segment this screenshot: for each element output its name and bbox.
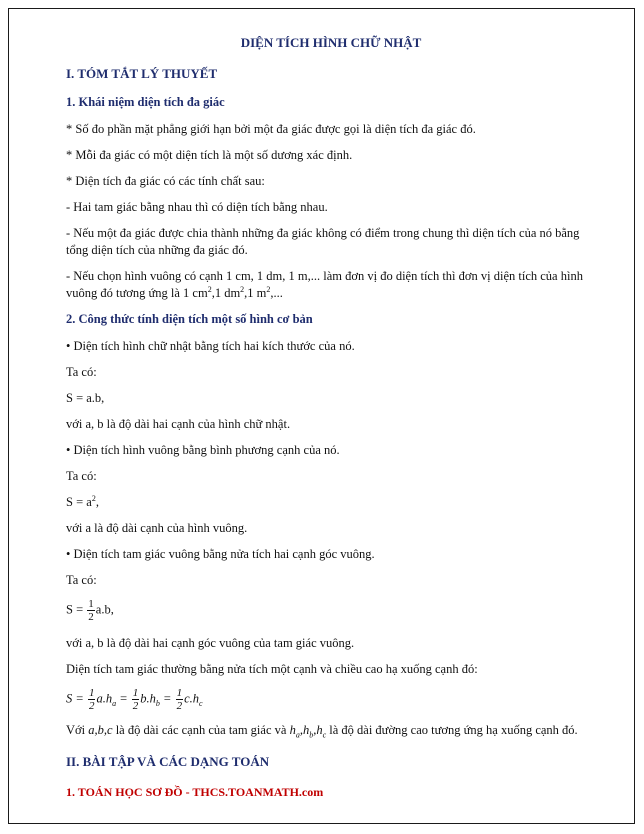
paragraph: - Nếu một đa giác được chia thành những đa giác không có điểm trong chung thì diện tích của nó bằng tổng diện tích của những đa giác đó. xyxy=(66,226,580,257)
units-text: - Nếu chọn hình vuông có cạnh 1 cm, 1 dm, 1 m,... làm đơn vị đo diện tích thì đơn vị diện tích của hình vuông đó tương ứng là 1 cm xyxy=(66,269,583,300)
paragraph: • Diện tích hình vuông bằng bình phương cạnh của nó. xyxy=(66,443,340,457)
paragraph: * Diện tích đa giác có các tính chất sau: xyxy=(66,174,265,188)
paragraph: Diện tích tam giác thường bằng nửa tích một cạnh và chiều cao hạ xuống cạnh đó: xyxy=(66,662,478,676)
paragraph: với a, b là độ dài hai cạnh góc vuông của tam giác vuông. xyxy=(66,636,355,650)
paragraph-triangle-note xyxy=(66,722,596,739)
paragraph: * Mỗi đa giác có một diện tích là một số dương xác định. xyxy=(66,148,353,162)
paragraph: với a là độ dài cạnh của hình vuông. xyxy=(66,521,248,535)
note-text: là độ dài các cạnh của tam giác và xyxy=(115,723,287,737)
note-text: là độ dài đường cao tương ứng hạ xuống cạnh đó. xyxy=(329,723,578,737)
paragraph: với a, b là độ dài hai cạnh của hình chữ nhật. xyxy=(66,417,291,431)
units-text: ,... xyxy=(270,286,283,300)
section-heading-theory: I. TÓM TẮT LÝ THUYẾT xyxy=(66,66,218,81)
units-text: ,1 m xyxy=(244,286,267,300)
fraction: $\frac{1}{2}$ xyxy=(132,687,139,712)
formula-rectangle: S = a.b, xyxy=(66,391,105,405)
paragraph: • Diện tích tam giác vuông bằng nửa tích hai cạnh góc vuông. xyxy=(66,547,375,561)
fraction: $\frac{1}{2}$ xyxy=(176,687,183,712)
superscript: 2 xyxy=(91,493,96,503)
paragraph: - Hai tam giác bằng nhau thì có diện tích bằng nhau. xyxy=(66,200,328,214)
note-text: Với xyxy=(66,723,86,737)
formula-text: S = a xyxy=(66,495,92,509)
subheading-polygon-area: 1. Khái niệm diện tích đa giác xyxy=(66,95,225,109)
section-heading-exercises: II. BÀI TẬP VÀ CÁC DẠNG TOÁN xyxy=(66,754,270,769)
page-title: DIỆN TÍCH HÌNH CHỮ NHẬT xyxy=(240,35,422,50)
formula-triangle: S = $\frac{1}{2}$ $a.h_a$ = $\frac{1}{2}$ $b.h_b$ = $\frac{1}{2}$ $c.h_c$ xyxy=(66,687,203,712)
fraction: $\frac{1}{2}$ xyxy=(88,598,94,623)
paragraph-units xyxy=(66,268,596,302)
superscript: 2 xyxy=(240,284,245,294)
paragraph: Ta có: xyxy=(66,365,97,379)
paragraph: * Số đo phần mặt phẳng giới hạn bởi một đa giác được gọi là diện tích đa giác đó. xyxy=(66,122,476,136)
paragraph: • Diện tích hình chữ nhật bằng tích hai kích thước của nó. xyxy=(66,339,355,353)
formula-text: a.b, xyxy=(95,602,114,617)
paragraph: Ta có: xyxy=(66,469,97,483)
superscript: 2 xyxy=(266,284,271,294)
note-vars: a,b,c xyxy=(88,723,113,737)
units-text: ,1 dm xyxy=(211,286,241,300)
superscript: 2 xyxy=(207,284,212,294)
note-heights: $h_a,h_b,h_c$ xyxy=(289,723,327,740)
document-body xyxy=(66,30,596,801)
fraction: $\frac{1}{2}$ xyxy=(88,687,95,712)
formula-square xyxy=(66,494,596,511)
formula-text: S = xyxy=(66,602,84,617)
paragraph: Ta có: xyxy=(66,573,97,587)
subheading-formulas: 2. Công thức tính diện tích một số hình cơ bản xyxy=(66,312,313,326)
formula-text: , xyxy=(95,495,99,509)
footer-link[interactable]: 1. TOÁN HỌC SƠ ĐỒ - THCS.TOANMATH.com xyxy=(66,785,324,799)
formula-right-triangle xyxy=(66,598,596,623)
